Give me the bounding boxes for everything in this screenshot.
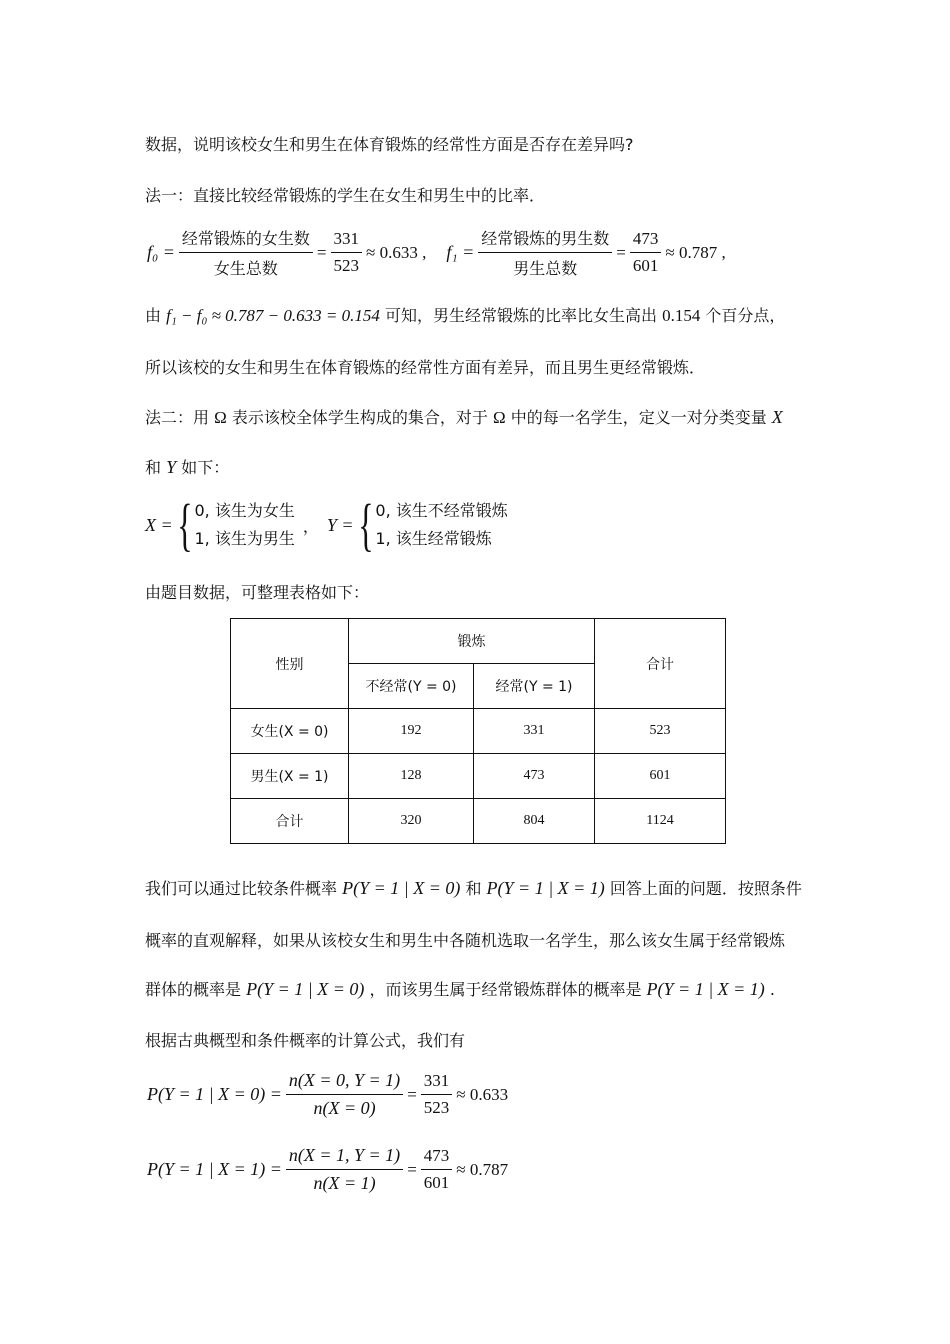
eq2-value-numerator: 473 [421,1146,453,1170]
method2-line1 [145,405,783,428]
eq1-numerator: n(X = 0, Y = 1) [286,1070,403,1095]
f1-numerator: 经常锻炼的男生数 [478,226,612,253]
para-conditional-3 [145,977,775,1000]
eq1-value-numerator: 331 [421,1071,453,1095]
eq2-value-fraction [421,1146,453,1193]
cond3-text-c: . [769,980,775,999]
header-gender: 性别 [231,619,349,709]
eq2-denominator: n(X = 1) [313,1173,376,1193]
omega-symbol: Ω [214,408,227,427]
def-y-case1: 1, 该生经常锻炼 [375,529,492,548]
def-x-lhs: X = [145,514,173,535]
cell-total: 601 [595,754,726,799]
diff-value: 0.154 [662,306,701,325]
diff-text-a: 由 [145,306,162,325]
f0-value-numerator: 331 [331,229,363,253]
cond1-p1: P(Y = 1 | X = 1) [486,878,605,898]
conclusion-1: 所以该校的女生和男生在体育锻炼的经常性方面有差异，而且男生更经常锻炼． [145,358,706,377]
f0-lhs: f₀ = [147,242,175,262]
cond3-p0: P(Y = 1 | X = 0) [246,979,365,999]
eq2-approx: ≈ 0.787 [456,1159,509,1179]
m2-text-a: 法二：用 [145,408,210,427]
f1-fraction [478,226,612,279]
m2-line2-a: 和 [145,458,162,477]
f1-value-numerator: 473 [630,229,662,253]
para-question: 数据，说明该校女生和男生在体育锻炼的经常性方面是否存在差异吗? [145,135,634,154]
header-not-often: 不经常(Y = 0) [349,664,474,709]
eq2-value-denominator: 601 [423,1173,450,1192]
table-row [231,709,726,754]
f0-value-fraction [331,229,363,276]
row-label: 女生(X = 0) [231,709,349,754]
m2-text-b: 表示该校全体学生构成的集合，对于 [231,408,488,427]
table-row [231,799,726,844]
def-x-case1: 1, 该生为男生 [194,529,295,548]
row-label: 合计 [231,799,349,844]
cell-often: 804 [474,799,595,844]
diff-expression: f₁ − f₀ ≈ 0.787 − 0.633 = 0.154 [166,306,380,325]
cell-not: 128 [349,754,474,799]
table-row [231,754,726,799]
def-x [145,492,295,557]
omega-symbol-2: Ω [492,408,506,427]
f1-approx: ≈ 0.787 , [665,242,726,262]
brace-icon: { [357,492,374,557]
eq1-lhs: P(Y = 1 | X = 0) = [147,1084,282,1104]
eq1-approx: ≈ 0.633 [456,1084,509,1104]
cond3-text-b: ，而该男生属于经常锻炼群体的概率是 [369,980,642,999]
equation-2: P(Y = 1 | X = 1) = $\frac{n(X = 1, Y = 1)}{n(X = 1)}$ = $\frac{473}{601}$ ≈ 0.787 [147,1145,509,1193]
f1-lhs: f₁ = [446,242,475,262]
diff-text-d: 个百分点， [705,306,786,325]
cond3-p1: P(Y = 1 | X = 1) [646,979,765,999]
def-separator: ， [302,516,319,536]
header-total: 合计 [595,619,726,709]
f1-value-fraction [630,229,662,276]
diff-text-b: 可知，男生经常锻炼的比率比女生高出 [384,306,657,325]
eq1-value-denominator: 523 [423,1098,450,1117]
para-conditional-2: 概率的直观解释，如果从该校女生和男生中各随机选取一名学生，那么该女生属于经常锻炼 [145,931,786,950]
var-x: X [771,407,783,427]
cell-total: 1124 [595,799,726,844]
var-y: Y [166,457,177,477]
header-often: 经常(Y = 1) [474,664,595,709]
m2-line2-b: 如下： [181,458,230,477]
para-formula-intro: 根据古典概型和条件概率的计算公式，我们有 [145,1031,466,1050]
f0-value-denominator: 523 [333,256,360,275]
equation-1: P(Y = 1 | X = 0) = $\frac{n(X = 0, Y = 1)}{n(X = 0)}$ = $\frac{331}{523}$ ≈ 0.633 [147,1070,509,1118]
eq2-numerator: n(X = 1, Y = 1) [286,1145,403,1170]
cell-often: 331 [474,709,595,754]
ratio-formulas: f₀ = $\frac{\text{经常锻炼的女生数}}{\text{女生总数}}$ = $\frac{331}{523}$ ≈ 0.633 , f₁ = $\frac{\text{经常锻炼的男生数}}{\text{男生总数}}$ = $\frac{473}{601}$ ≈ 0.787 , [145,226,728,279]
cell-not: 192 [349,709,474,754]
row-label: 男生(X = 1) [231,754,349,799]
header-exercise: 锻炼 [349,619,595,664]
cond1-p0: P(Y = 1 | X = 0) [342,878,461,898]
def-x-case0: 0, 该生为女生 [194,501,295,520]
f1-denominator: 男生总数 [513,259,578,278]
def-y-lhs: Y = [326,514,354,535]
def-y [326,492,508,557]
f0-approx: ≈ 0.633 , [366,242,427,262]
f0-fraction [179,226,313,279]
para-conditional-1 [145,876,802,899]
cell-often: 473 [474,754,595,799]
eq1-denominator: n(X = 0) [313,1098,376,1118]
eq1-value-fraction [421,1071,453,1118]
f1-value-denominator: 601 [632,256,659,275]
eq1-fraction [286,1070,403,1119]
cond1-text-b: 和 [465,879,482,898]
def-y-case0: 0, 该生不经常锻炼 [375,501,508,520]
f0-denominator: 女生总数 [213,259,278,278]
brace-icon: { [176,492,193,557]
cell-not: 320 [349,799,474,844]
m2-text-c: 中的每一名学生，定义一对分类变量 [510,408,767,427]
method1-title: 法一：直接比较经常锻炼的学生在女生和男生中的比率． [145,186,546,205]
cond1-text-c: 回答上面的问题．按照条件 [609,879,802,898]
contingency-table [230,618,726,844]
difference-line [145,303,785,326]
table-intro: 由题目数据，可整理表格如下： [145,583,370,602]
variable-definitions [145,492,508,557]
f0-numerator: 经常锻炼的女生数 [179,226,313,253]
cond3-text-a: 群体的概率是 [145,980,242,999]
eq2-lhs: P(Y = 1 | X = 1) = [147,1159,282,1179]
cell-total: 523 [595,709,726,754]
cond1-text-a: 我们可以通过比较条件概率 [145,879,338,898]
eq2-fraction [286,1145,403,1194]
method2-line2 [145,455,229,478]
